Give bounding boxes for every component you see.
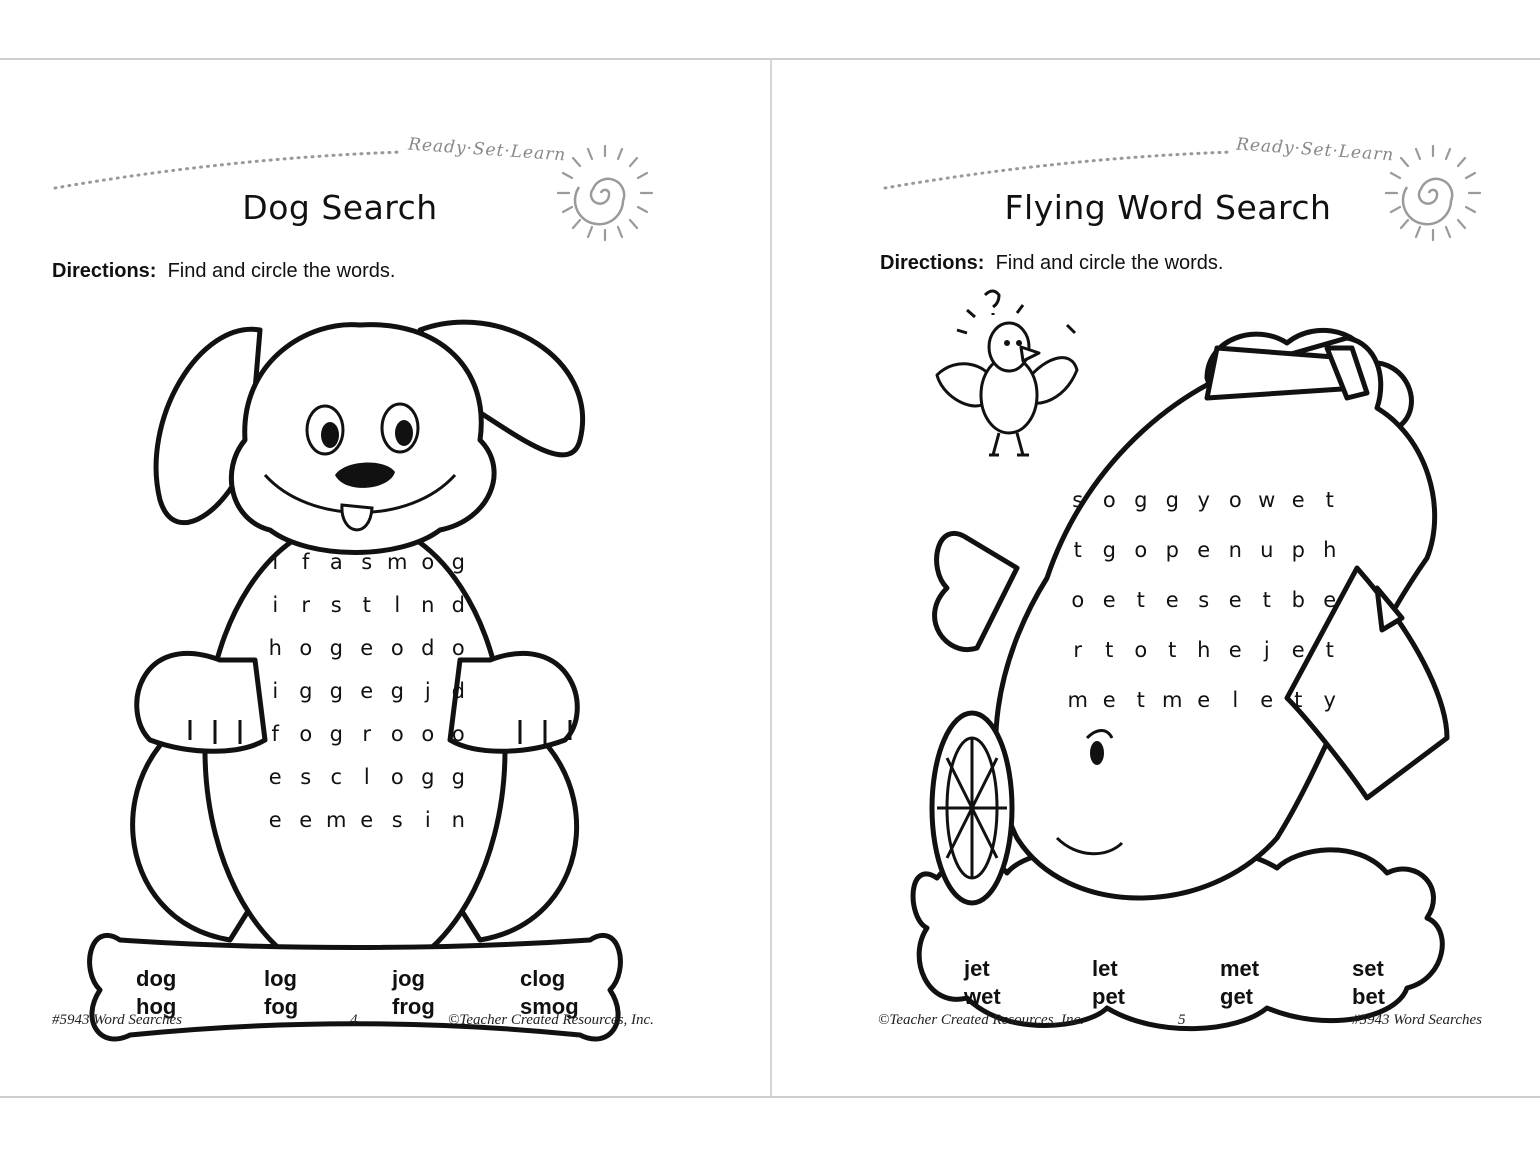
grid-letter: i bbox=[424, 808, 431, 832]
page-title: Dog Search bbox=[242, 188, 438, 227]
grid-letter: m bbox=[1067, 688, 1088, 712]
directions bbox=[880, 252, 1223, 275]
grid-letter: t bbox=[1136, 588, 1145, 612]
word-item: log bbox=[264, 966, 297, 991]
grid-letter: m bbox=[387, 550, 408, 574]
page-number: 4 bbox=[350, 1012, 358, 1028]
grid-letter: g bbox=[1102, 538, 1116, 562]
grid-row bbox=[1062, 638, 1346, 688]
page-dog-search bbox=[0, 60, 770, 1096]
grid-letter: e bbox=[1197, 538, 1211, 562]
grid-letter: m bbox=[1162, 688, 1183, 712]
grid-row bbox=[1062, 538, 1346, 588]
grid-row bbox=[260, 808, 474, 851]
grid-letter: e bbox=[1260, 688, 1274, 712]
word-column bbox=[964, 955, 1001, 1011]
grid-letter: e bbox=[268, 765, 282, 789]
grid-letter: j bbox=[1263, 638, 1270, 662]
word-item: get bbox=[1220, 984, 1253, 1009]
grid-letter: o bbox=[1134, 638, 1148, 662]
grid-letter: g bbox=[329, 722, 343, 746]
word-item: wet bbox=[964, 984, 1001, 1009]
sun-icon bbox=[1378, 138, 1488, 248]
grid-letter: n bbox=[1228, 538, 1242, 562]
grid-letter: o bbox=[299, 722, 313, 746]
word-column bbox=[392, 965, 435, 1021]
grid-letter: o bbox=[390, 722, 404, 746]
grid-letter: l bbox=[272, 550, 279, 574]
grid-row bbox=[260, 550, 474, 593]
directions-label: Directions: bbox=[880, 252, 985, 274]
grid-letter: c bbox=[330, 765, 343, 789]
grid-letter: t bbox=[1136, 688, 1145, 712]
word-item: jog bbox=[392, 966, 425, 991]
word-item: hog bbox=[136, 994, 177, 1019]
grid-row bbox=[260, 722, 474, 765]
grid-letter: l bbox=[363, 765, 370, 789]
grid-letter: r bbox=[1073, 638, 1083, 662]
grid-letter: e bbox=[1228, 588, 1242, 612]
grid-letter: f bbox=[302, 550, 310, 574]
page-title: Flying Word Search bbox=[1004, 188, 1332, 227]
grid-row bbox=[1062, 688, 1346, 738]
word-column bbox=[1352, 955, 1385, 1011]
grid-letter: s bbox=[361, 550, 373, 574]
grid-row bbox=[260, 593, 474, 636]
directions-text: Find and circle the words. bbox=[995, 252, 1224, 274]
grid-row bbox=[260, 679, 474, 722]
grid-letter: o bbox=[1071, 588, 1085, 612]
grid-row bbox=[260, 765, 474, 808]
grid-letter: a bbox=[329, 550, 343, 574]
grid-letter: r bbox=[362, 722, 372, 746]
footer-right: #5943 Word Searches bbox=[1352, 1012, 1482, 1028]
word-item: set bbox=[1352, 956, 1384, 981]
grid-letter: g bbox=[329, 679, 343, 703]
word-search-grid bbox=[1062, 488, 1346, 738]
grid-letter: t bbox=[1294, 688, 1303, 712]
grid-letter: j bbox=[424, 679, 431, 703]
word-column bbox=[1092, 955, 1125, 1011]
word-item: frog bbox=[392, 994, 435, 1019]
grid-letter: t bbox=[1325, 638, 1334, 662]
grid-letter: e bbox=[360, 808, 374, 832]
brand-logo-text: Ready·Set·Learn bbox=[1235, 134, 1395, 166]
grid-letter: e bbox=[1291, 488, 1305, 512]
grid-letter: o bbox=[390, 636, 404, 660]
grid-letter: d bbox=[451, 679, 465, 703]
grid-letter: g bbox=[1165, 488, 1179, 512]
grid-letter: e bbox=[268, 808, 282, 832]
directions bbox=[52, 260, 395, 283]
grid-letter: e bbox=[360, 679, 374, 703]
grid-letter: w bbox=[1258, 488, 1276, 512]
grid-letter: t bbox=[1262, 588, 1271, 612]
sun-icon bbox=[550, 138, 660, 248]
word-column bbox=[264, 965, 298, 1021]
grid-letter: i bbox=[272, 593, 279, 617]
grid-letter: g bbox=[390, 679, 404, 703]
grid-letter: e bbox=[1102, 588, 1116, 612]
word-item: jet bbox=[964, 956, 990, 981]
grid-letter: e bbox=[360, 636, 374, 660]
grid-letter: o bbox=[451, 722, 465, 746]
grid-letter: o bbox=[421, 550, 435, 574]
grid-letter: d bbox=[451, 593, 465, 617]
word-item: smog bbox=[520, 994, 579, 1019]
grid-letter: h bbox=[1197, 638, 1211, 662]
footer-left: #5943 Word Searches bbox=[52, 1012, 182, 1028]
grid-letter: s bbox=[1072, 488, 1084, 512]
word-item: fog bbox=[264, 994, 299, 1019]
grid-letter: n bbox=[451, 808, 465, 832]
grid-row bbox=[260, 636, 474, 679]
word-item: met bbox=[1220, 956, 1260, 981]
grid-letter: e bbox=[299, 808, 313, 832]
footer-left: ©Teacher Created Resources, Inc. bbox=[878, 1012, 1084, 1028]
grid-letter: l bbox=[1232, 688, 1239, 712]
grid-letter: g bbox=[451, 550, 465, 574]
grid-letter: o bbox=[421, 722, 435, 746]
word-item: pet bbox=[1092, 984, 1125, 1009]
page-flying-word-search bbox=[772, 60, 1540, 1096]
grid-letter: h bbox=[1323, 538, 1337, 562]
word-search-grid bbox=[260, 550, 474, 851]
footer-right: ©Teacher Created Resources, Inc. bbox=[448, 1012, 654, 1028]
grid-letter: e bbox=[1197, 688, 1211, 712]
grid-letter: s bbox=[1198, 588, 1210, 612]
grid-letter: s bbox=[330, 593, 342, 617]
grid-letter: t bbox=[362, 593, 371, 617]
grid-letter: e bbox=[1228, 638, 1242, 662]
word-item: dog bbox=[136, 966, 177, 991]
grid-letter: t bbox=[1325, 488, 1334, 512]
grid-letter: o bbox=[1102, 488, 1116, 512]
grid-letter: y bbox=[1197, 488, 1210, 512]
grid-letter: g bbox=[299, 679, 313, 703]
grid-letter: e bbox=[1291, 638, 1305, 662]
directions-text: Find and circle the words. bbox=[167, 260, 396, 282]
grid-letter: o bbox=[451, 636, 465, 660]
page-number: 5 bbox=[1178, 1012, 1186, 1028]
grid-letter: o bbox=[299, 636, 313, 660]
directions-label: Directions: bbox=[52, 260, 157, 282]
grid-letter: g bbox=[451, 765, 465, 789]
brand-logo-text: Ready·Set·Learn bbox=[407, 134, 567, 166]
grid-letter: o bbox=[1134, 538, 1148, 562]
grid-row bbox=[1062, 588, 1346, 638]
grid-letter: e bbox=[1102, 688, 1116, 712]
word-item: let bbox=[1092, 956, 1118, 981]
grid-letter: s bbox=[300, 765, 312, 789]
grid-letter: t bbox=[1168, 638, 1177, 662]
grid-letter: f bbox=[271, 722, 279, 746]
grid-letter: h bbox=[268, 636, 282, 660]
grid-letter: o bbox=[390, 765, 404, 789]
grid-letter: e bbox=[1165, 588, 1179, 612]
grid-letter: e bbox=[1323, 588, 1337, 612]
word-column bbox=[1220, 955, 1259, 1011]
grid-letter: d bbox=[421, 636, 435, 660]
grid-letter: m bbox=[326, 808, 347, 832]
grid-letter: t bbox=[1105, 638, 1114, 662]
grid-letter: o bbox=[1228, 488, 1242, 512]
grid-letter: u bbox=[1260, 538, 1274, 562]
grid-letter: g bbox=[329, 636, 343, 660]
grid-letter: g bbox=[1134, 488, 1148, 512]
grid-letter: y bbox=[1323, 688, 1336, 712]
grid-letter: p bbox=[1291, 538, 1305, 562]
grid-letter: b bbox=[1291, 588, 1305, 612]
bottom-border bbox=[0, 1096, 1540, 1098]
word-item: bet bbox=[1352, 984, 1385, 1009]
grid-letter: r bbox=[301, 593, 311, 617]
grid-letter: g bbox=[421, 765, 435, 789]
grid-letter: n bbox=[421, 593, 435, 617]
grid-letter: p bbox=[1165, 538, 1179, 562]
grid-row bbox=[1062, 488, 1346, 538]
grid-letter: l bbox=[394, 593, 401, 617]
word-item: clog bbox=[520, 966, 566, 991]
grid-letter: i bbox=[272, 679, 279, 703]
grid-letter: s bbox=[391, 808, 403, 832]
grid-letter: t bbox=[1073, 538, 1082, 562]
